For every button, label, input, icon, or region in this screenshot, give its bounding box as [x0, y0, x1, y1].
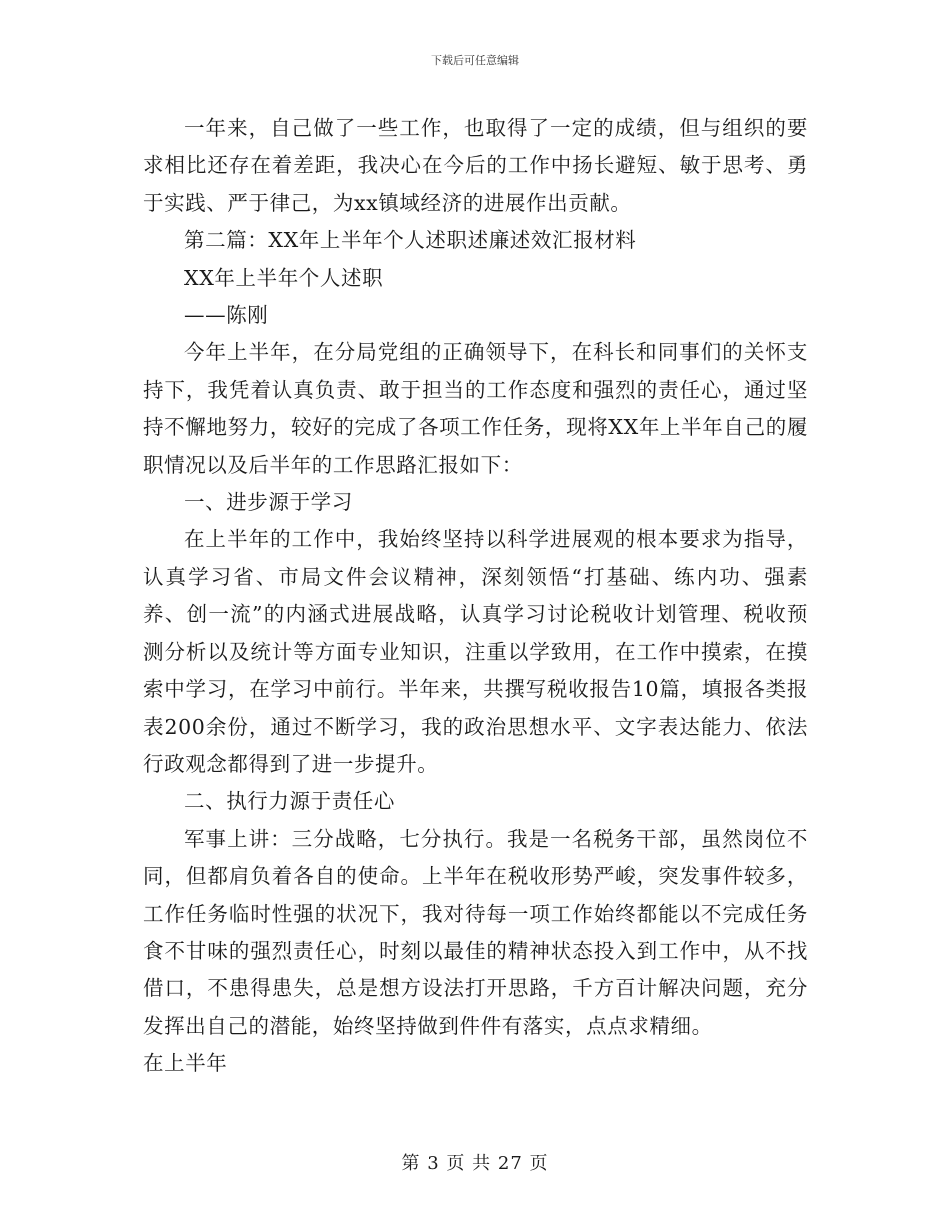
page-label-total: 共 [472, 1153, 492, 1174]
heading-learning: 一、进步源于学习 [184, 490, 353, 515]
page-label-page: 页 [446, 1153, 466, 1174]
paragraph-responsibility: 军事上讲：三分战略，七分执行。我是一名税务干部，虽然岗位不同，但都肩负着各自的使命。上半年在税收形势严峻，突发事件较多，工作任务临时性强的状况下，我对待每一项工作始终都能以不完成任务食不甘味的强烈责任心，时刻以最佳的精神状态投入到工作中，从不找借口，不患得患失，总是想方设法打开思路，千方百计解决问题，充分发挥出自己的潜能，始终坚持做到件件有落实，点点求精细。 [143, 826, 808, 1038]
page-label-prefix: 第 [401, 1153, 421, 1174]
paragraph-continued: 在上半年 [143, 1051, 228, 1076]
report-title: XX年上半年个人述职 [184, 265, 384, 290]
current-page-number: 3 [427, 1153, 440, 1174]
total-pages-number: 27 [497, 1153, 523, 1174]
section-title-part-two: 第二篇：XX年上半年个人述职述廉述效汇报材料 [184, 228, 637, 253]
heading-responsibility: 二、执行力源于责任心 [184, 789, 395, 814]
report-author: ——陈刚 [184, 303, 269, 328]
document-body [143, 110, 808, 1083]
page-number-footer [0, 1153, 950, 1175]
paragraph-summary: 一年来，自己做了一些工作，也取得了一定的成绩，但与组织的要求相比还存在着差距，我决心在今后的工作中扬长避短、敏于思考、勇于实践、严于律己，为xx镇域经济的进展作出贡献。 [143, 116, 808, 215]
page-label-suffix: 页 [529, 1153, 549, 1174]
paragraph-intro: 今年上半年，在分局党组的正确领导下，在科长和同事们的关怀支持下，我凭着认真负责、敢于担当的工作态度和强烈的责任心，通过坚持不懈地努力，较好的完成了各项工作任务，现将XX年上半年自己的履职情况以及后半年的工作思路汇报如下： [143, 340, 808, 477]
page-header-note: 下载后可任意编辑 [431, 54, 519, 67]
paragraph-learning: 在上半年的工作中，我始终坚持以科学进展观的根本要求为指导，认真学习省、市局文件会议精神，深刻领悟“打基础、练内功、强素养、创一流”的内涵式进展战略，认真学习讨论税收计划管理、税收预测分析以及统计等方面专业知识，注重以学致用，在工作中摸索，在摸索中学习，在学习中前行。半年来，共撰写税收报告10篇，填报各类报表200余份，通过不断学习，我的政治思想水平、文字表达能力、依法行政观念都得到了进一步提升。 [143, 527, 808, 776]
